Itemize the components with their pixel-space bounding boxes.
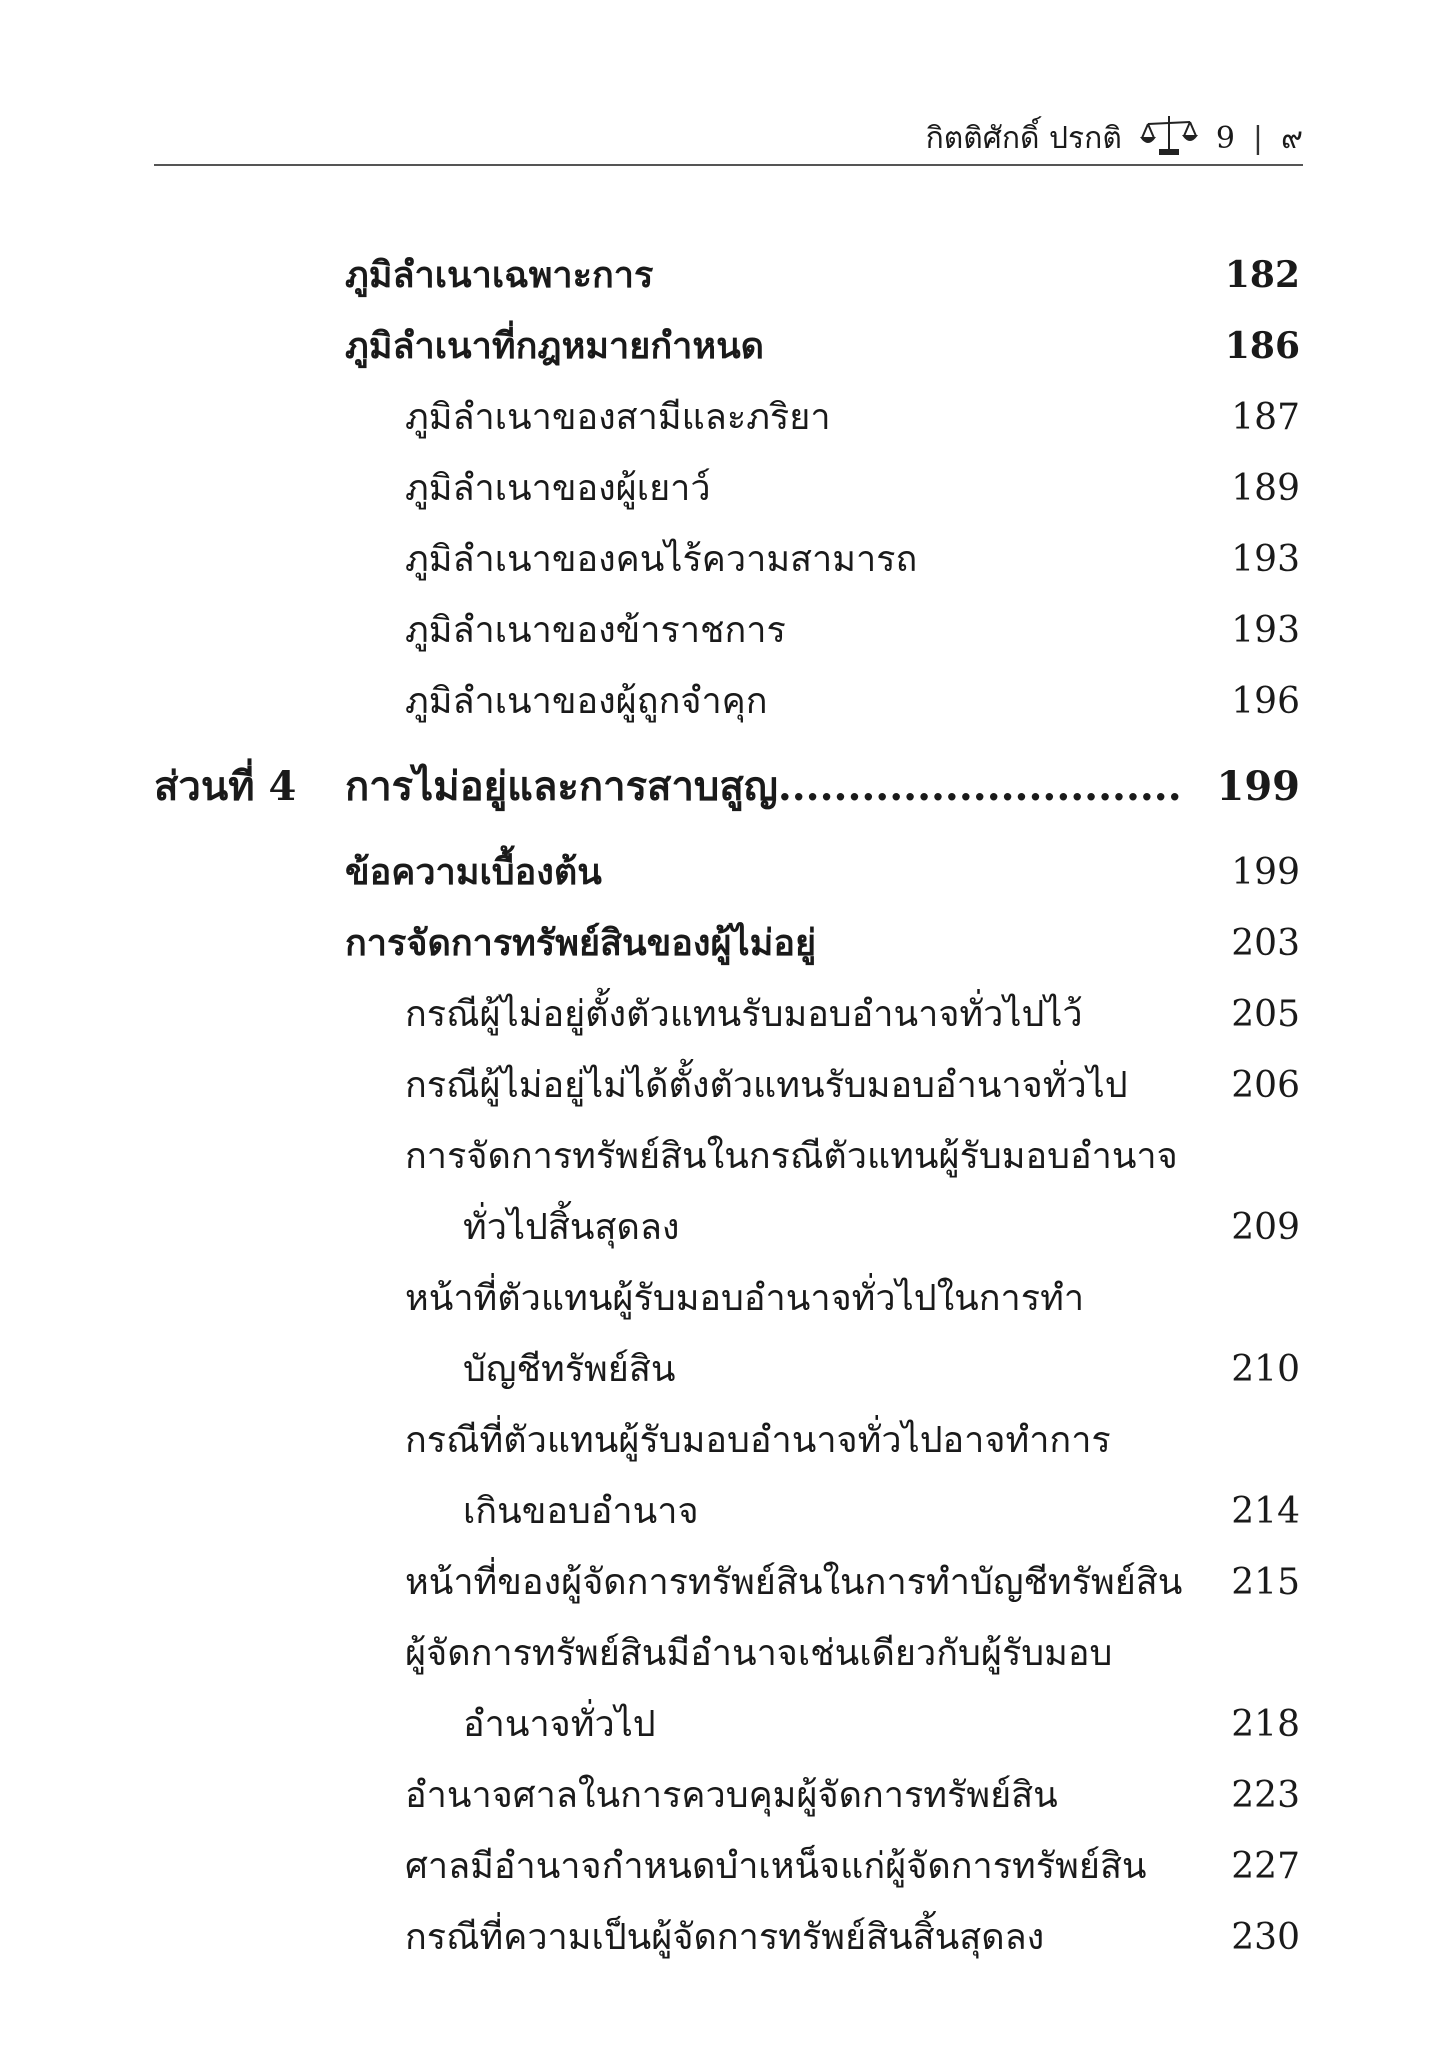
entry-title: ภูมิลำเนาของคนไร้ความสามารถ — [405, 539, 918, 580]
entry-title: ภูมิลำเนาของสามีและภริยา — [405, 397, 831, 438]
entry-page-number: 205 — [1231, 994, 1300, 1035]
entry-title: หน้าที่ของผู้จัดการทรัพย์สินในการทำบัญชีทรัพย์สิน — [405, 1562, 1183, 1603]
entry-page-number: 187 — [1231, 397, 1300, 438]
entry-title: หน้าที่ตัวแทนผู้รับมอบอำนาจทั่วไปในการทำ — [405, 1278, 1085, 1319]
entry-page-number: 199 — [1231, 852, 1300, 893]
entry-page-number: 210 — [1231, 1349, 1300, 1390]
toc-entry — [154, 453, 1300, 524]
entry-title: กรณีผู้ไม่อยู่ไม่ได้ตั้งตัวแทนรับมอบอำนาจทั่วไป — [405, 1065, 1128, 1106]
entry-title: การจัดการทรัพย์สินในกรณีตัวแทนผู้รับมอบอำนาจ — [405, 1136, 1178, 1177]
toc-entry — [154, 666, 1300, 737]
entry-page-number: 193 — [1231, 610, 1300, 651]
entry-title: ศาลมีอำนาจกำหนดบำเหน็จแก่ผู้จัดการทรัพย์สิน — [405, 1846, 1147, 1887]
entry-title: การไม่อยู่และการสาบสูญ............................. — [345, 763, 1182, 810]
toc-entry — [154, 1192, 1300, 1263]
entry-title: อำนาจศาลในการควบคุมผู้จัดการทรัพย์สิน — [405, 1775, 1058, 1816]
entry-title: ผู้จัดการทรัพย์สินมีอำนาจเช่นเดียวกับผู้รับมอบ — [405, 1633, 1113, 1674]
entry-title: ภูมิลำเนาของข้าราชการ — [405, 610, 786, 651]
toc-entry — [154, 1618, 1300, 1689]
entry-title: กรณีผู้ไม่อยู่ตั้งตัวแทนรับมอบอำนาจทั่วไปไว้ — [405, 994, 1083, 1035]
toc-entry — [154, 1405, 1300, 1476]
toc-part-heading — [154, 737, 1300, 837]
toc-entry — [154, 908, 1300, 979]
toc-entry — [154, 1689, 1300, 1760]
entry-page-number: 189 — [1231, 468, 1300, 509]
entry-title: บัญชีทรัพย์สิน — [463, 1349, 676, 1390]
entry-page-number: 182 — [1224, 254, 1300, 296]
toc-entry — [154, 1760, 1300, 1831]
entry-title: กรณีที่ตัวแทนผู้รับมอบอำนาจทั่วไปอาจทำการ — [405, 1420, 1111, 1461]
entry-page-number: 196 — [1231, 681, 1300, 722]
entry-title: การจัดการทรัพย์สินของผู้ไม่อยู่ — [345, 922, 817, 964]
entry-title: ทั่วไปสิ้นสุดลง — [463, 1207, 680, 1248]
toc-entry — [154, 1121, 1300, 1192]
entry-page-number: 218 — [1231, 1704, 1300, 1745]
running-header — [154, 112, 1303, 166]
entry-page-number: 199 — [1216, 763, 1300, 810]
entry-title: ภูมิลำเนาที่กฎหมายกำหนด — [345, 325, 765, 367]
toc-entry — [154, 1050, 1300, 1121]
toc-entry — [154, 1334, 1300, 1405]
entry-title: เกินขอบอำนาจ — [463, 1491, 699, 1532]
author-name: กิตติศักดิ์ ปรกติ — [925, 120, 1122, 156]
toc-entry — [154, 1902, 1300, 1973]
entry-page-number: 206 — [1231, 1065, 1300, 1106]
toc-entry — [154, 979, 1300, 1050]
entry-page-number: 209 — [1231, 1207, 1300, 1248]
entry-page-number: 230 — [1231, 1917, 1300, 1958]
entry-title: อำนาจทั่วไป — [463, 1704, 656, 1745]
entry-page-number: 223 — [1231, 1775, 1300, 1816]
entry-page-number: 215 — [1231, 1562, 1300, 1603]
toc-entry — [154, 1831, 1300, 1902]
scales-of-justice-icon — [1140, 112, 1198, 164]
toc-entry — [154, 1476, 1300, 1547]
entry-page-number: 203 — [1231, 923, 1300, 964]
entry-title: ข้อความเบื้องต้น — [345, 851, 602, 893]
toc-entry — [154, 1263, 1300, 1334]
part-label: ส่วนที่ 4 — [154, 763, 297, 810]
table-of-contents — [154, 240, 1300, 1973]
toc-entry — [154, 837, 1300, 908]
page-number-thai: ๙ — [1281, 120, 1303, 156]
entry-title: กรณีที่ความเป็นผู้จัดการทรัพย์สินสิ้นสุดลง — [405, 1917, 1045, 1958]
separator: | — [1252, 120, 1264, 156]
entry-title: ภูมิลำเนาของผู้เยาว์ — [405, 468, 711, 509]
toc-entry — [154, 1547, 1300, 1618]
entry-title: ภูมิลำเนาเฉพาะการ — [345, 254, 654, 296]
entry-title: ภูมิลำเนาของผู้ถูกจำคุก — [405, 681, 768, 722]
toc-entry — [154, 382, 1300, 453]
entry-page-number: 214 — [1231, 1491, 1300, 1532]
page-number-arabic: 9 — [1215, 120, 1235, 156]
entry-page-number: 193 — [1231, 539, 1300, 580]
toc-entry — [154, 311, 1300, 382]
entry-page-number: 227 — [1231, 1846, 1300, 1887]
toc-entry — [154, 524, 1300, 595]
toc-entry — [154, 595, 1300, 666]
toc-entry — [154, 240, 1300, 311]
entry-page-number: 186 — [1224, 325, 1300, 367]
